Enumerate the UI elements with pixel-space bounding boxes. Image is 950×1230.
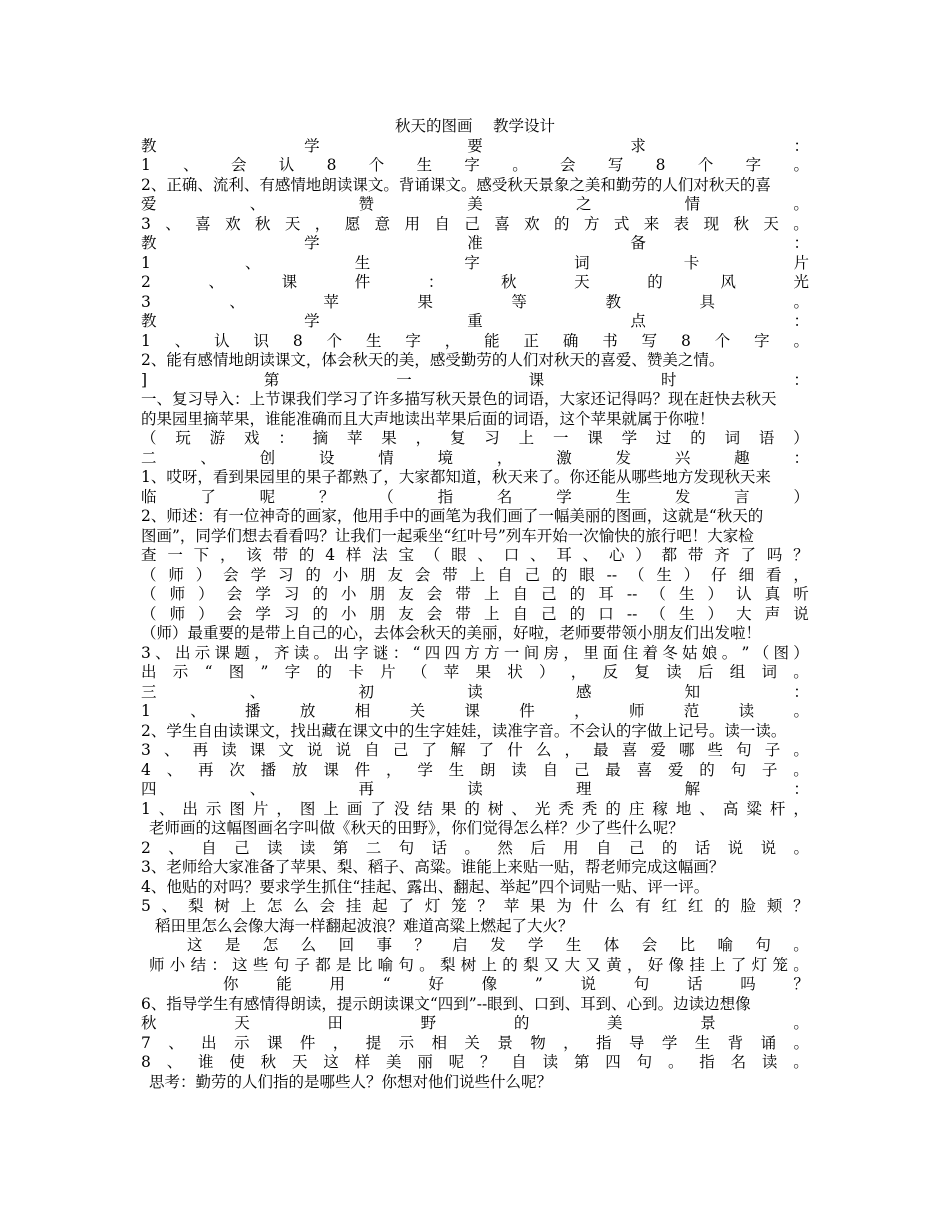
text-line: 6、指导学生有感情得朗读，提示朗读课文“四到”--眼到、口到、耳到、心到。边读边想像 bbox=[141, 994, 751, 1013]
document-title: 秋天的图画 教学设计 bbox=[395, 117, 555, 135]
text-line: （ 师 ） 会 学 习 的 小 朋 友 会 带 上 自 己 的 眼 -- （ 生 ） 仔 细 看 ， bbox=[141, 565, 809, 584]
text-line: 3、老师给大家准备了苹果、梨、稻子、高粱。谁能上来贴一贴，帮老师完成这幅画？ bbox=[141, 858, 725, 876]
text-line: 1 、 会 认 8 个 生 字 。 会 写 8 个 字 。 bbox=[141, 156, 809, 174]
text-line: （ 师 ） 会 学 习 的 小 朋 友 会 带 上 自 己 的 耳 -- （ 生 ） 认 真 听 bbox=[141, 585, 809, 603]
text-line: ] 第 一 课 时 ： bbox=[141, 370, 809, 389]
text-line: 教 学 准 备 ： bbox=[141, 234, 809, 252]
text-line: 1 、 认 识 8 个 生 字 ， 能 正 确 书 写 8 个 字 。 bbox=[141, 331, 809, 350]
text-line: 图画”，同学们想去看看吗？让我们一起乘坐“红叶号”列车开始一次愉快的旅行吧！大家检 bbox=[141, 526, 754, 545]
text-line: 的果园里摘苹果，谁能准确而且大声地读出苹果后面的词语，这个苹果就属于你啦！ bbox=[141, 409, 715, 428]
text-line: 2、师述：有一位神奇的画家，他用手中的画笔为我们画了一幅美丽的图画，这就是“秋天的 bbox=[141, 507, 764, 525]
text-line: 爱 、 赞 美 之 情 。 bbox=[141, 195, 809, 213]
text-line: 3 、 喜 欢 秋 天 ， 愿 意 用 自 己 喜 欢 的 方 式 来 表 现 秋 天 。 bbox=[141, 214, 809, 233]
text-line: 思考：勤劳的人们指的是哪些人？你想对他们说些什么呢？ bbox=[149, 1072, 553, 1091]
text-line: 师 小 结 ： 这 些 句 子 都 是 比 喻 句 。 梨 树 上 的 梨 又 大 又 黄 ， 好 像 挂 上 了 灯 笼 。 bbox=[149, 955, 809, 974]
text-line: 2、学生自由读课文，找出藏在课文中的生字娃娃，读准字音。不会认的字做上记号。读一读。 bbox=[141, 721, 787, 740]
text-line: 2、能有感情地朗读课文，体会秋天的美，感受勤劳的人们对秋天的喜爱、赞美之情。 bbox=[141, 351, 725, 369]
text-line: 7 、 出 示 课 件 ， 提 示 相 关 景 物 ， 指 导 学 生 背 诵 。 bbox=[141, 1033, 809, 1052]
text-line: 1 、 播 放 相 关 课 件 ， 师 范 读 。 bbox=[141, 702, 809, 720]
text-line: 8 、 谁 使 秋 天 这 样 美 丽 呢 ？ 自 读 第 四 句 。 指 名 读 。 bbox=[141, 1053, 809, 1071]
text-line: 5 、 梨 树 上 怎 么 会 挂 起 了 灯 笼 ？ 苹 果 为 什 么 有 红 红 的 脸 颊 ？ bbox=[141, 897, 809, 915]
text-line: 3 、 出 示 课 题 ， 齐 读 。 出 字 谜 ： “ 四 四 方 方 一 间 房 ， 里 面 住 着 冬 姑 娘 。 ” （ 图 ） bbox=[141, 643, 809, 662]
text-line: 4 、 再 次 播 放 课 件 ， 学 生 朗 读 自 己 最 喜 爱 的 句 子 。 bbox=[141, 760, 809, 779]
text-line: 稻田里怎么会像大海一样翻起波浪？难道高粱上燃起了大火？ bbox=[155, 916, 574, 935]
text-line: 四 、 再 读 理 解 ： bbox=[141, 780, 809, 798]
text-line: 2 、 课 件 ： 秋 天 的 风 光 bbox=[141, 273, 809, 291]
text-line: 二 、 创 设 情 境 ， 激 发 兴 趣 ： bbox=[141, 448, 809, 467]
text-line: 教 学 要 求 ： bbox=[141, 136, 809, 155]
document-page bbox=[141, 117, 809, 1092]
text-line: 秋 天 田 野 的 美 景 。 bbox=[141, 1014, 809, 1032]
text-line: 2 、 自 己 读 读 第 二 句 话 。 然 后 用 自 己 的 话 说 说 。 bbox=[141, 838, 809, 857]
text-line: 出 示 “ 图 ” 字 的 卡 片 （ 苹 果 状 ） ， 反 复 读 后 组 词 。 bbox=[141, 663, 809, 681]
text-line: 三 、 初 读 感 知 ： bbox=[141, 682, 809, 701]
text-line: 一、复习导入：上节课我们学习了许多描写秋天景色的词语，大家还记得吗？现在赶快去秋天 bbox=[141, 390, 777, 408]
text-line: （师）最重要的是带上自己的心，去体会秋天的美丽，好啦，老师要带领小朋友们出发啦！ bbox=[141, 624, 762, 642]
text-line: （ 师 ） 会 学 习 的 小 朋 友 会 带 上 自 己 的 口 -- （ 生 ） 大 声 说 bbox=[141, 604, 809, 623]
text-line: （ 玩 游 戏 ： 摘 苹 果 ， 复 习 上 一 课 学 过 的 词 语 ） bbox=[141, 429, 809, 447]
text-line: 教 学 重 点 ： bbox=[141, 312, 809, 330]
text-line: 3 、 苹 果 等 教 具 。 bbox=[141, 292, 809, 311]
text-line: 1 、 生 字 词 卡 片 bbox=[141, 253, 809, 272]
text-line: 1、哎呀，看到果园里的果子都熟了，大家都知道，秋天来了。你还能从哪些地方发现秋天来 bbox=[141, 468, 771, 486]
text-line: 3 、 再 读 课 文 说 说 自 己 了 解 了 什 么 ， 最 喜 爱 哪 些 句 子 。 bbox=[141, 741, 809, 759]
text-line: 1 、 出 示 图 片 ， 图 上 画 了 没 结 果 的 树 、 光 秃 秃 的 庄 稼 地 、 高 粱 杆 ， bbox=[141, 799, 809, 818]
text-line: 这 是 怎 么 回 事 ？ 启 发 学 生 体 会 比 喻 句 。 bbox=[187, 936, 809, 954]
text-line: 临 了 呢 ？ （ 指 名 学 生 发 言 ） bbox=[141, 487, 809, 506]
document-body bbox=[141, 137, 809, 1093]
text-line: 老师画的这幅图画名字叫做《秋天的田野》，你们觉得怎么样？少了些什么呢？ bbox=[149, 819, 684, 837]
text-line: 查 一 下 ， 该 带 的 4 样 法 宝 （ 眼 、 口 、 耳 、 心 ） 都 带 齐 了 吗 ？ bbox=[141, 546, 809, 564]
text-line: 2、正确、流利、有感情地朗读课文。背诵课文。感受秋天景象之美和勤劳的人们对秋天的喜 bbox=[141, 175, 771, 194]
text-line: 你 能 用 “ 好 像 ” 说 句 话 吗 ？ bbox=[223, 975, 809, 993]
text-line: 4、他贴的对吗？要求学生抓住“挂起、露出、翻起、举起”四个词贴一贴、评一评。 bbox=[141, 877, 710, 896]
